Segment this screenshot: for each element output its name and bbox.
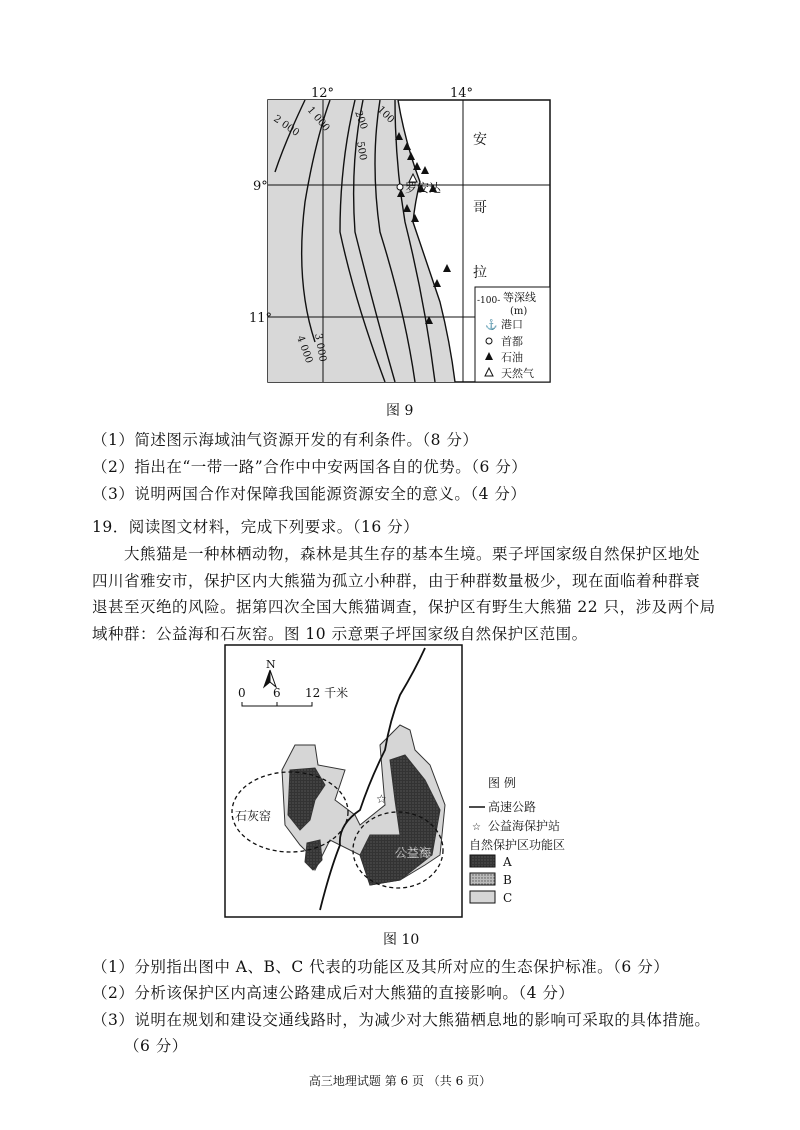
figure-10-map [220, 640, 640, 925]
lat-label: 11° [249, 311, 273, 326]
question-18-2: （2）指出在“一带一路”合作中中安两国各自的优势。（6 分） [92, 458, 528, 476]
legend-b: B [503, 873, 512, 887]
question-19-3: （3）说明在规划和建设交通线路时，为减少对大熊猫栖息地的影响可采取的具体措施。 [92, 1011, 711, 1029]
scale-label: 12 千米 [305, 686, 349, 700]
scale-label: 0 [238, 686, 246, 700]
figure-9-caption: 图 9 [386, 403, 414, 419]
material-paragraph: 大熊猫是一种林栖动物，森林是其生存的基本生境。栗子坪国家级自然保护区地处 [124, 545, 701, 563]
capital-marker [397, 184, 403, 190]
contour-label: 1 000 [304, 104, 332, 134]
country-char: 安 [473, 132, 487, 148]
contour-label: 2 000 [271, 113, 302, 139]
fig10-legend [469, 775, 565, 905]
country-char: 哥 [473, 200, 487, 216]
material-paragraph: 四川省雅安市，保护区内大熊猫为孤立小种群，由于种群数量极少，现在面临着种群衰 [92, 572, 701, 590]
legend-a: A [503, 855, 512, 869]
question-19-3-score: （6 分） [124, 1037, 188, 1055]
capital-label: 罗安达 [405, 181, 442, 195]
pop-label-gongyihai: 公益海 [395, 846, 432, 860]
material-paragraph: 域种群：公益海和石灰窑。图 10 示意栗子坪国家级自然保护区范围。 [92, 625, 588, 643]
contour-label: 200 [352, 109, 370, 131]
lon-label: 14° [450, 86, 474, 101]
contour-label: 500 [354, 140, 369, 162]
question-19-2: （2）分析该保护区内高速公路建成后对大熊猫的直接影响。（4 分） [92, 984, 575, 1002]
contour-label: 3 000 [312, 332, 328, 363]
legend-highway: 高速公路 [488, 800, 537, 814]
anchor-icon: ⚓ [485, 320, 498, 331]
legend-station: 公益海保护站 [488, 819, 561, 833]
contour-label: 4 000 [294, 334, 315, 365]
fig9-legend [475, 287, 550, 382]
lon-label: 12° [311, 86, 335, 101]
pop-label-shihuiyao: 石灰窑 [235, 809, 272, 823]
question-19-title: 19．阅读图文材料，完成下列要求。（16 分） [92, 518, 420, 536]
legend-contour: 等深线 [503, 291, 536, 304]
legend-unit: (m) [510, 306, 528, 317]
question-18-1: （1）简述图示海域油气资源开发的有利条件。（8 分） [92, 431, 479, 449]
lat-label: 9° [253, 179, 268, 194]
legend-port: 港口 [501, 318, 523, 331]
legend-oil: 石油 [501, 351, 523, 364]
question-18-3: （3）说明两国合作对保障我国能源资源安全的意义。（4 分） [92, 485, 527, 503]
question-19-1: （1）分别指出图中 A、B、C 代表的功能区及其所对应的生态保护标准。（6 分） [92, 958, 670, 976]
contour-label: 100 [374, 104, 397, 126]
legend-c: C [503, 891, 513, 905]
legend-contour-sample: -100- [477, 296, 501, 306]
legend-zones: 自然保护区功能区 [469, 838, 566, 852]
legend-star-icon: ☆ [472, 822, 481, 833]
legend-gas: 天然气 [501, 367, 534, 380]
station-star-icon: ☆ [376, 792, 387, 806]
material-paragraph: 退甚至灭绝的风险。据第四次全国大熊猫调查，保护区有野生大熊猫 22 只，涉及两个局 [92, 598, 716, 616]
north-label: N [266, 658, 276, 671]
page-footer: 高三地理试题 第 6 页 （共 6 页） [308, 1074, 492, 1088]
figure-10-caption: 图 10 [383, 932, 420, 948]
legend-capital: 首都 [501, 335, 523, 348]
scale-label: 6 [273, 686, 281, 700]
figure-9-map [245, 82, 565, 392]
country-char: 拉 [473, 265, 487, 281]
legend-title: 图 例 [488, 776, 516, 790]
capital-icon [486, 338, 492, 344]
